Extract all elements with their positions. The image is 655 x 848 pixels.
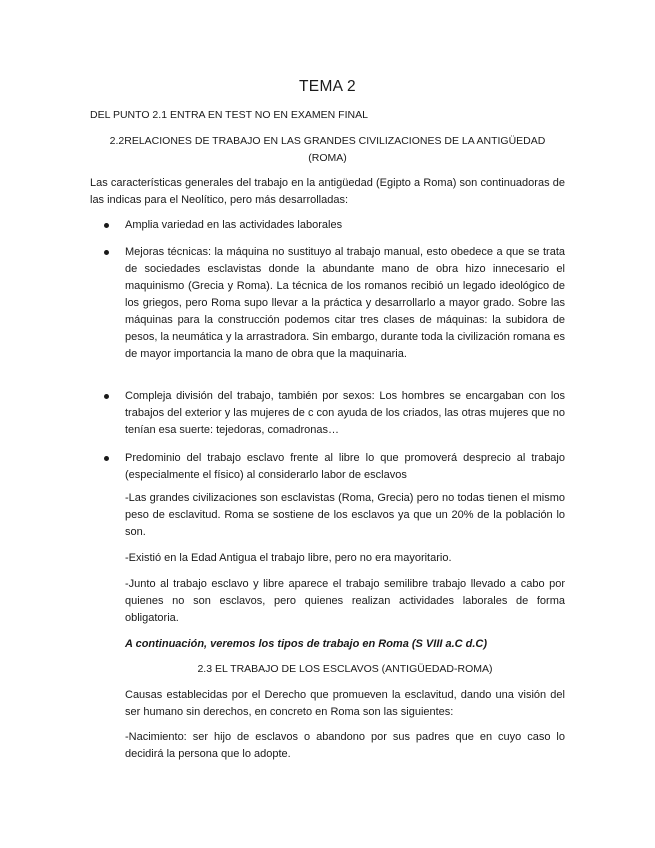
- section-heading-2-2-line2: (ROMA): [308, 152, 347, 164]
- bullet-item-division: Compleja división del trabajo, también por sexos: Los hombres se encargaban con los trabajos del exterior y las mujeres de c con ayuda de los criados, las otras mujeres que no tenían esa suerte: tejedoras, comadronas…: [125, 390, 565, 436]
- section-heading-2-2: [90, 133, 565, 167]
- page-title: TEMA 2: [299, 78, 356, 95]
- bullet-icon: [104, 456, 109, 461]
- exam-note: DEL PUNTO 2.1 ENTRA EN TEST NO EN EXAMEN FINAL: [90, 109, 368, 121]
- sub-paragraph-free-work: -Existió en la Edad Antigua el trabajo libre, pero no era mayoritario.: [125, 552, 452, 564]
- birth-paragraph: -Nacimiento: ser hijo de esclavos o abandono por sus padres que en cuyo caso lo decidirá la persona que lo adopte.: [125, 731, 565, 760]
- bullet-icon: [104, 394, 109, 399]
- bullet-icon: [104, 250, 109, 255]
- sub-paragraph-semi-free: -Junto al trabajo esclavo y libre aparece el trabajo semilibre trabajo llevado a cabo por quienes no son esclavos, pero quienes realizan actividades laborales de forma obligatoria.: [125, 578, 565, 624]
- sub-paragraph-civilizations: -Las grandes civilizaciones son esclavistas (Roma, Grecia) pero no todas tienen el mismo peso de esclavitud. Roma se sostiene de los esclavos ya que un 20% de la población lo son.: [125, 492, 565, 538]
- bullet-item-slavery: Predominio del trabajo esclavo frente al libre lo que promoverá desprecio al trabajo (especialmente el físico) al considerarlo labor de esclavos: [125, 452, 565, 481]
- intro-paragraph: Las características generales del trabajo en la antigüedad (Egipto a Roma) son continuadoras de las indicas para el Neolítico, pero más desarrolladas:: [90, 177, 565, 206]
- work-types-intro: A continuación, veremos los tipos de trabajo en Roma (S VIII a.C d.C): [125, 638, 488, 650]
- causes-paragraph: Causas establecidas por el Derecho que promueven la esclavitud, dando una visión del ser humano sin derechos, en concreto en Roma son las siguientes:: [125, 689, 565, 718]
- section-heading-2-2-line1: 2.2RELACIONES DE TRABAJO EN LAS GRANDES CIVILIZACIONES DE LA ANTIGÜEDAD: [109, 135, 546, 147]
- bullet-icon: [104, 223, 109, 228]
- bullet-item-technical: Mejoras técnicas: la máquina no sustituyo al trabajo manual, esto obedece a que se trata de sociedades esclavistas donde la abundante mano de obra hizo innecesario el maquinismo (Grecia y Roma). La técnica de los romanos recibió un legado ideológico de los griegos, pero Roma supo llevar a la práctica y desarrollarlo a mayor grado. Sobre las máquinas para la construcción podemos citar tres clases de máquinas: la subidora de pesos, la neumática y la arrastradora. Sin embargo, durante toda la civilización romana es de mayor importancia la mano de obra que la maquinaria.: [125, 246, 565, 360]
- section-heading-2-3: 2.3 EL TRABAJO DE LOS ESCLAVOS (ANTIGÜEDAD-ROMA): [197, 663, 493, 675]
- bullet-item-variety: Amplia variedad en las actividades laborales: [125, 219, 343, 231]
